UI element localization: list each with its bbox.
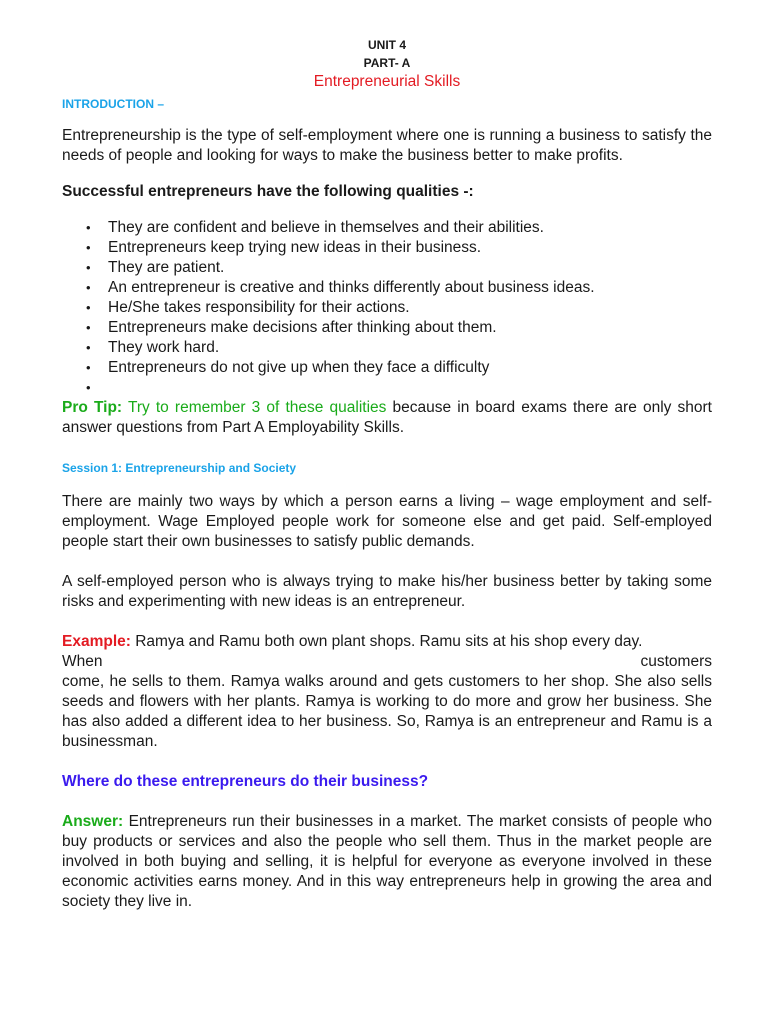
document-page — [62, 36, 712, 912]
list-item: • Entrepreneurs make decisions after thinking about them. — [86, 318, 712, 338]
list-item: • They are patient. — [86, 258, 712, 278]
list-item: • He/She takes responsibility for their actions. — [86, 298, 712, 318]
document-title: Entrepreneurial Skills — [313, 73, 461, 90]
pro-tip-text: because in board exams there are only short answer questions from Part A Employability Skills. — [62, 399, 712, 436]
list-item: • Entrepreneurs do not give up when they face a difficulty — [86, 358, 712, 378]
example-line-1: Ramya and Ramu both own plant shops. Ramu sits at his shop every day. — [130, 633, 643, 650]
list-item: • They are confident and believe in themselves and their abilities. — [86, 218, 712, 238]
session1-paragraph-2: A self-employed person who is always trying to make his/her business better by taking some risks and experimenting with new ideas is an entrepreneur. — [62, 573, 712, 610]
qualities-heading: Successful entrepreneurs have the following qualities -: — [62, 183, 474, 200]
empty-list-item — [86, 378, 712, 398]
list-item: • They work hard. — [86, 338, 712, 358]
example-label: Example: — [62, 633, 131, 650]
session1-paragraph-1: There are mainly two ways by which a person earns a living – wage employment and self-employment. Wage Employed people work for someone else and get paid. Self-employed people start their own businesses to satisfy public demands. — [62, 493, 712, 550]
pro-tip-highlight: Try to remember 3 of these qualities — [122, 399, 387, 416]
introduction-heading: INTRODUCTION – — [62, 97, 164, 111]
pro-tip — [62, 398, 712, 438]
answer-paragraph — [62, 812, 712, 912]
list-item: • An entrepreneur is creative and thinks differently about business ideas. — [86, 278, 712, 298]
introduction-text: Entrepreneurship is the type of self-employment where one is running a business to satisfy the needs of people and looking for ways to make the business better to make profits. — [62, 127, 712, 164]
part-label: PART- A — [363, 56, 411, 70]
unit-number: UNIT 4 — [367, 38, 406, 52]
answer-label: Answer: — [62, 813, 124, 830]
pro-tip-label: Pro Tip: — [62, 399, 123, 416]
list-item: • Entrepreneurs keep trying new ideas in their business. — [86, 238, 712, 258]
question-heading: Where do these entrepreneurs do their business? — [62, 773, 429, 790]
example-line-2: When customers — [62, 653, 712, 670]
example-paragraph — [62, 632, 712, 652]
example-text: come, he sells to them. Ramya walks around and gets customers to her shop. She also sells seeds and flowers with her plants. Ramya is working to do more and grow her business. She has also added a different idea to her business. So, Ramya is an entrepreneur and Ramu is a businessman. — [62, 673, 712, 750]
qualities-list — [62, 218, 712, 398]
session1-heading: Session 1: Entrepreneurship and Society — [62, 461, 297, 475]
answer-text: Entrepreneurs run their businesses in a market. The market consists of people who buy products or services and also the people who sell them. Thus in the market people are involved in both buying and selling, it is helpful for everyone as everyone involved in these economic activities earns money. And in this way entrepreneurs help in growing the area and society they live in. — [62, 813, 712, 910]
